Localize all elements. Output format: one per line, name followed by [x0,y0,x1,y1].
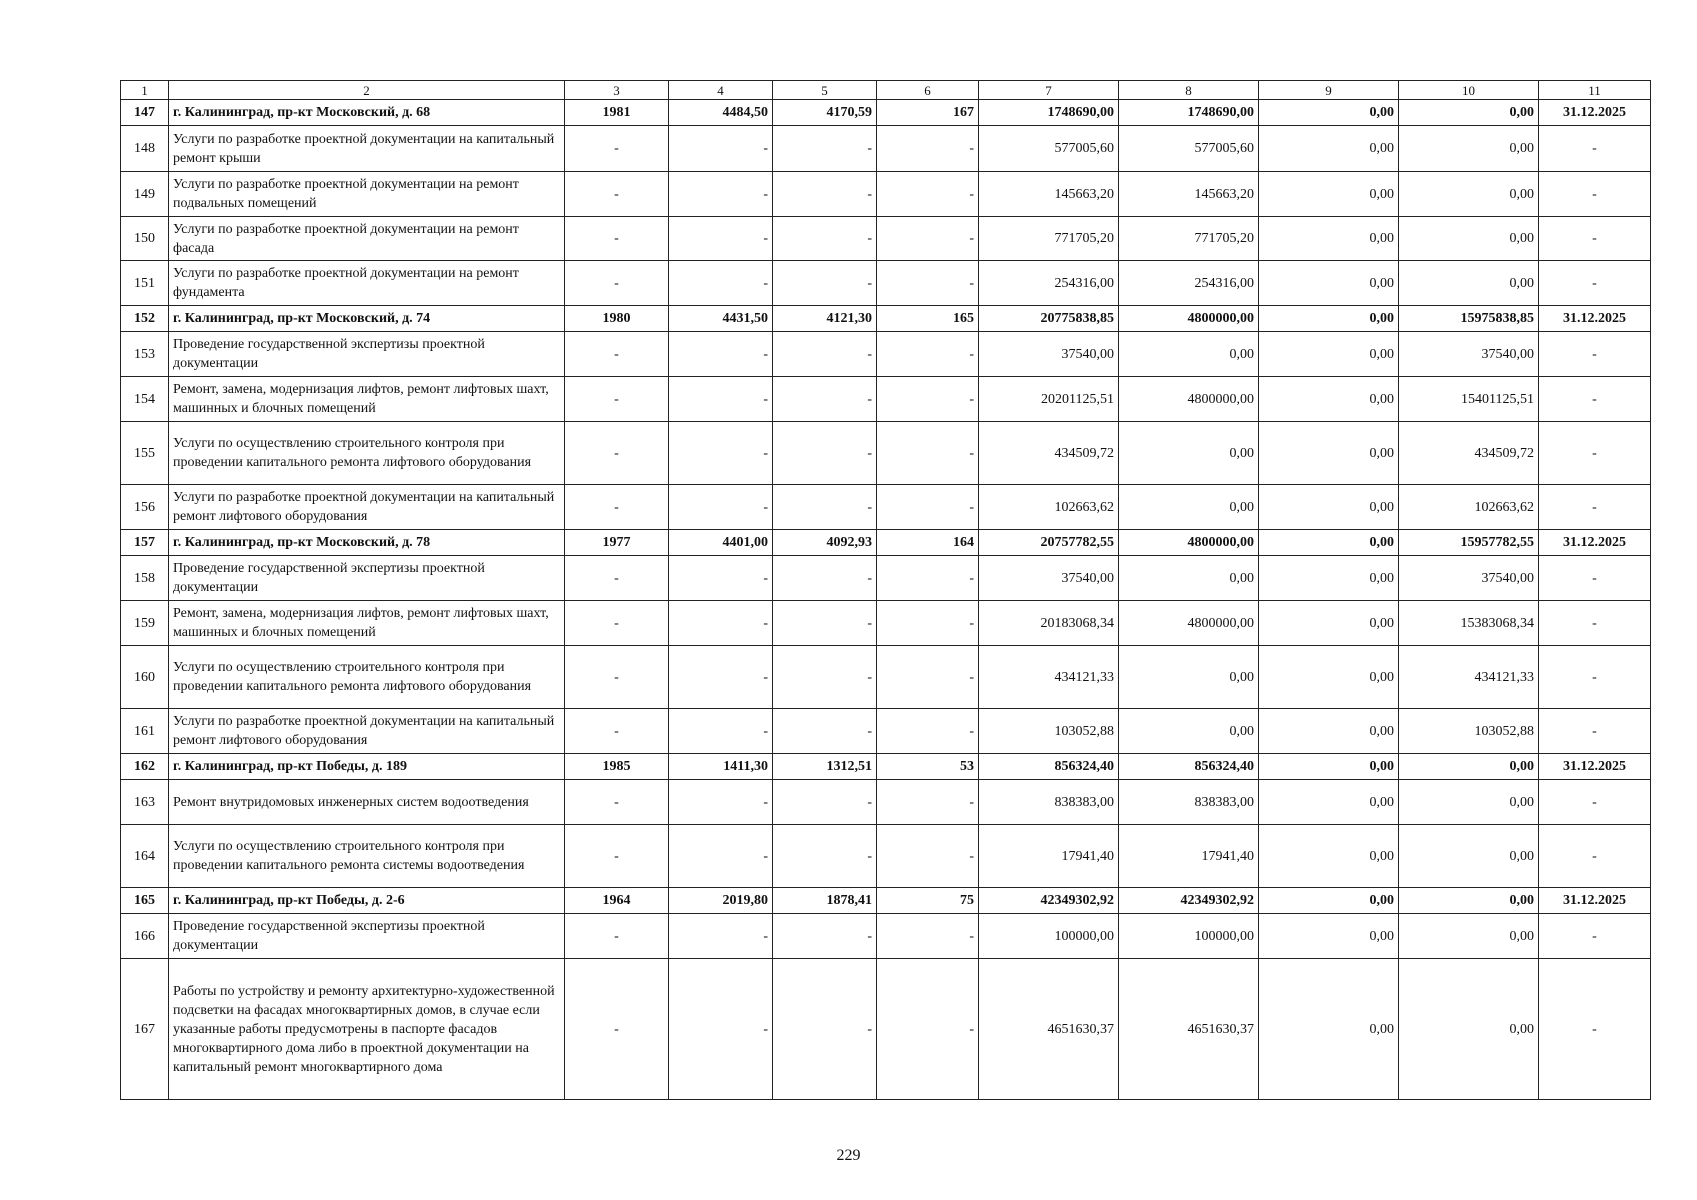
year-built-cell: - [565,217,669,261]
cost-column-8-cell: 838383,00 [1119,780,1259,825]
year-built-cell: - [565,261,669,306]
completion-date-cell: 31.12.2025 [1539,754,1651,780]
completion-date-cell: - [1539,646,1651,709]
total-cost-cell: 577005,60 [979,126,1119,172]
living-area-cell: 4121,30 [773,306,877,332]
living-area-cell: - [773,172,877,217]
object-name-cell: г. Калининград, пр-кт Победы, д. 2-6 [169,888,565,914]
cost-column-8-cell: 4800000,00 [1119,601,1259,646]
living-area-cell: - [773,126,877,172]
year-built-cell: - [565,825,669,888]
year-built-cell: 1985 [565,754,669,780]
total-area-cell: - [669,126,773,172]
row-number-cell: 155 [121,422,169,485]
completion-date-cell: - [1539,780,1651,825]
table-row-building [121,888,1651,914]
cost-column-8-cell: 254316,00 [1119,261,1259,306]
year-built-cell: - [565,601,669,646]
object-name-cell: Услуги по разработке проектной документации на капитальный ремонт лифтового оборудования [169,709,565,754]
row-number-cell: 154 [121,377,169,422]
cost-column-8-cell: 4800000,00 [1119,377,1259,422]
cost-column-10-cell: 15401125,51 [1399,377,1539,422]
residents-count-cell: 165 [877,306,979,332]
residents-count-cell: - [877,485,979,530]
table-row-work [121,601,1651,646]
cost-column-8-cell: 0,00 [1119,709,1259,754]
table-row-work [121,825,1651,888]
table-row-work [121,959,1651,1100]
cost-column-8-cell: 17941,40 [1119,825,1259,888]
cost-column-9-cell: 0,00 [1259,601,1399,646]
total-area-cell: - [669,556,773,601]
living-area-cell: - [773,261,877,306]
completion-date-cell: - [1539,332,1651,377]
residents-count-cell: - [877,914,979,959]
cost-column-10-cell: 37540,00 [1399,332,1539,377]
total-area-cell: 4484,50 [669,100,773,126]
object-name-cell: г. Калининград, пр-кт Московский, д. 68 [169,100,565,126]
total-area-cell: - [669,217,773,261]
completion-date-cell: - [1539,261,1651,306]
header-cell: 4 [669,81,773,100]
cost-column-9-cell: 0,00 [1259,126,1399,172]
total-area-cell: 4401,00 [669,530,773,556]
cost-column-9-cell: 0,00 [1259,172,1399,217]
cost-column-9-cell: 0,00 [1259,422,1399,485]
header-cell: 5 [773,81,877,100]
year-built-cell: - [565,172,669,217]
object-name-cell: Услуги по разработке проектной документации на ремонт фундамента [169,261,565,306]
row-number-cell: 151 [121,261,169,306]
table-row-building [121,100,1651,126]
completion-date-cell: 31.12.2025 [1539,306,1651,332]
total-area-cell: - [669,601,773,646]
cost-column-10-cell: 0,00 [1399,959,1539,1100]
table-row-work [121,646,1651,709]
cost-column-9-cell: 0,00 [1259,914,1399,959]
total-area-cell: 4431,50 [669,306,773,332]
row-number-cell: 162 [121,754,169,780]
residents-count-cell: - [877,172,979,217]
object-name-cell: Услуги по осуществлению строительного контроля при проведении капитального ремонта системы водоотведения [169,825,565,888]
row-number-cell: 166 [121,914,169,959]
row-number-cell: 150 [121,217,169,261]
cost-column-8-cell: 4651630,37 [1119,959,1259,1100]
year-built-cell: 1981 [565,100,669,126]
column-number-header [121,81,1651,100]
year-built-cell: 1980 [565,306,669,332]
header-cell: 8 [1119,81,1259,100]
cost-column-10-cell: 434121,33 [1399,646,1539,709]
completion-date-cell: - [1539,601,1651,646]
row-number-cell: 149 [121,172,169,217]
table-row-work [121,709,1651,754]
residents-count-cell: - [877,959,979,1100]
object-name-cell: Ремонт внутридомовых инженерных систем водоотведения [169,780,565,825]
total-cost-cell: 838383,00 [979,780,1119,825]
completion-date-cell: - [1539,959,1651,1100]
object-name-cell: Услуги по разработке проектной документации на ремонт подвальных помещений [169,172,565,217]
residents-count-cell: - [877,261,979,306]
row-number-cell: 167 [121,959,169,1100]
cost-column-10-cell: 0,00 [1399,914,1539,959]
table-row-work [121,217,1651,261]
row-number-cell: 148 [121,126,169,172]
total-cost-cell: 17941,40 [979,825,1119,888]
cost-column-10-cell: 0,00 [1399,126,1539,172]
object-name-cell: г. Калининград, пр-кт Победы, д. 189 [169,754,565,780]
cost-column-10-cell: 15383068,34 [1399,601,1539,646]
total-area-cell: - [669,825,773,888]
table-row-work [121,261,1651,306]
cost-column-8-cell: 771705,20 [1119,217,1259,261]
row-number-cell: 160 [121,646,169,709]
living-area-cell: 1878,41 [773,888,877,914]
completion-date-cell: - [1539,825,1651,888]
cost-column-10-cell: 0,00 [1399,825,1539,888]
completion-date-cell: 31.12.2025 [1539,100,1651,126]
residents-count-cell: 167 [877,100,979,126]
row-number-cell: 163 [121,780,169,825]
cost-column-10-cell: 102663,62 [1399,485,1539,530]
residents-count-cell: 53 [877,754,979,780]
residents-count-cell: - [877,126,979,172]
completion-date-cell: 31.12.2025 [1539,530,1651,556]
total-cost-cell: 771705,20 [979,217,1119,261]
year-built-cell: 1977 [565,530,669,556]
cost-column-9-cell: 0,00 [1259,485,1399,530]
total-cost-cell: 254316,00 [979,261,1119,306]
cost-column-9-cell: 0,00 [1259,332,1399,377]
row-number-cell: 165 [121,888,169,914]
row-number-cell: 158 [121,556,169,601]
row-number-cell: 159 [121,601,169,646]
living-area-cell: 4092,93 [773,530,877,556]
completion-date-cell: - [1539,556,1651,601]
object-name-cell: г. Калининград, пр-кт Московский, д. 78 [169,530,565,556]
cost-column-8-cell: 0,00 [1119,422,1259,485]
row-number-cell: 156 [121,485,169,530]
year-built-cell: - [565,914,669,959]
object-name-cell: Ремонт, замена, модернизация лифтов, ремонт лифтовых шахт, машинных и блочных помещений [169,377,565,422]
living-area-cell: - [773,959,877,1100]
header-cell: 9 [1259,81,1399,100]
cost-column-10-cell: 0,00 [1399,780,1539,825]
total-cost-cell: 434121,33 [979,646,1119,709]
living-area-cell: - [773,332,877,377]
cost-column-8-cell: 4800000,00 [1119,306,1259,332]
total-cost-cell: 4651630,37 [979,959,1119,1100]
cost-column-8-cell: 0,00 [1119,556,1259,601]
living-area-cell: - [773,422,877,485]
total-area-cell: - [669,646,773,709]
total-area-cell: - [669,332,773,377]
cost-column-8-cell: 0,00 [1119,332,1259,377]
cost-column-9-cell: 0,00 [1259,825,1399,888]
cost-column-9-cell: 0,00 [1259,959,1399,1100]
header-cell: 3 [565,81,669,100]
total-cost-cell: 20757782,55 [979,530,1119,556]
total-area-cell: - [669,422,773,485]
cost-column-10-cell: 434509,72 [1399,422,1539,485]
cost-column-9-cell: 0,00 [1259,306,1399,332]
object-name-cell: Проведение государственной экспертизы проектной документации [169,556,565,601]
object-name-cell: Услуги по разработке проектной документации на капитальный ремонт лифтового оборудования [169,485,565,530]
cost-column-10-cell: 0,00 [1399,100,1539,126]
residents-count-cell: - [877,556,979,601]
total-area-cell: - [669,780,773,825]
total-cost-cell: 20183068,34 [979,601,1119,646]
completion-date-cell: - [1539,709,1651,754]
residents-count-cell: - [877,646,979,709]
residents-count-cell: - [877,217,979,261]
cost-column-8-cell: 100000,00 [1119,914,1259,959]
year-built-cell: 1964 [565,888,669,914]
year-built-cell: - [565,332,669,377]
residents-count-cell: 164 [877,530,979,556]
row-number-cell: 152 [121,306,169,332]
year-built-cell: - [565,556,669,601]
year-built-cell: - [565,126,669,172]
table-row-work [121,126,1651,172]
object-name-cell: Работы по устройству и ремонту архитектурно-художественной подсветки на фасадах многоквартирных домов, в случае если указанные работы предусмотрены в паспорте фасадов многоквартирного дома либо в проектной документации на капитальный ремонт многоквартирного дома [169,959,565,1100]
cost-column-9-cell: 0,00 [1259,780,1399,825]
row-number-cell: 153 [121,332,169,377]
table-body [121,81,1651,1100]
total-area-cell: - [669,959,773,1100]
cost-column-9-cell: 0,00 [1259,377,1399,422]
total-area-cell: - [669,377,773,422]
year-built-cell: - [565,646,669,709]
total-area-cell: - [669,914,773,959]
living-area-cell: - [773,485,877,530]
cost-column-10-cell: 0,00 [1399,172,1539,217]
total-cost-cell: 434509,72 [979,422,1119,485]
header-cell: 2 [169,81,565,100]
completion-date-cell: 31.12.2025 [1539,888,1651,914]
cost-column-9-cell: 0,00 [1259,100,1399,126]
page-number: 229 [836,1147,861,1164]
year-built-cell: - [565,780,669,825]
total-cost-cell: 856324,40 [979,754,1119,780]
total-cost-cell: 37540,00 [979,332,1119,377]
cost-column-10-cell: 0,00 [1399,754,1539,780]
cost-column-9-cell: 0,00 [1259,556,1399,601]
table-row-work [121,422,1651,485]
table-row-work [121,485,1651,530]
table-row-work [121,377,1651,422]
object-name-cell: Проведение государственной экспертизы проектной документации [169,914,565,959]
row-number-cell: 147 [121,100,169,126]
cost-column-8-cell: 577005,60 [1119,126,1259,172]
cost-column-9-cell: 0,00 [1259,530,1399,556]
cost-column-9-cell: 0,00 [1259,646,1399,709]
total-area-cell: 1411,30 [669,754,773,780]
total-cost-cell: 42349302,92 [979,888,1119,914]
object-name-cell: г. Калининград, пр-кт Московский, д. 74 [169,306,565,332]
living-area-cell: - [773,914,877,959]
total-cost-cell: 20775838,85 [979,306,1119,332]
object-name-cell: Услуги по осуществлению строительного контроля при проведении капитального ремонта лифтового оборудования [169,422,565,485]
total-area-cell: - [669,485,773,530]
row-number-cell: 161 [121,709,169,754]
year-built-cell: - [565,709,669,754]
row-number-cell: 164 [121,825,169,888]
living-area-cell: - [773,825,877,888]
living-area-cell: - [773,556,877,601]
completion-date-cell: - [1539,422,1651,485]
year-built-cell: - [565,377,669,422]
residents-count-cell: - [877,780,979,825]
completion-date-cell: - [1539,377,1651,422]
capital-repair-table [120,80,1651,1100]
cost-column-9-cell: 0,00 [1259,888,1399,914]
total-area-cell: - [669,261,773,306]
cost-column-8-cell: 0,00 [1119,646,1259,709]
table-row-work [121,556,1651,601]
object-name-cell: Проведение государственной экспертизы проектной документации [169,332,565,377]
header-cell: 7 [979,81,1119,100]
cost-column-9-cell: 0,00 [1259,709,1399,754]
year-built-cell: - [565,485,669,530]
table-row-work [121,172,1651,217]
residents-count-cell: - [877,332,979,377]
cost-column-10-cell: 0,00 [1399,888,1539,914]
total-cost-cell: 102663,62 [979,485,1119,530]
total-area-cell: 2019,80 [669,888,773,914]
cost-column-10-cell: 15975838,85 [1399,306,1539,332]
residents-count-cell: 75 [877,888,979,914]
total-area-cell: - [669,172,773,217]
total-cost-cell: 145663,20 [979,172,1119,217]
row-number-cell: 157 [121,530,169,556]
cost-column-8-cell: 4800000,00 [1119,530,1259,556]
header-cell: 6 [877,81,979,100]
table-row-work [121,780,1651,825]
residents-count-cell: - [877,709,979,754]
cost-column-10-cell: 37540,00 [1399,556,1539,601]
living-area-cell: - [773,780,877,825]
cost-column-8-cell: 1748690,00 [1119,100,1259,126]
table-row-building [121,754,1651,780]
living-area-cell: 1312,51 [773,754,877,780]
total-cost-cell: 37540,00 [979,556,1119,601]
completion-date-cell: - [1539,217,1651,261]
cost-column-9-cell: 0,00 [1259,261,1399,306]
living-area-cell: - [773,377,877,422]
residents-count-cell: - [877,377,979,422]
object-name-cell: Ремонт, замена, модернизация лифтов, ремонт лифтовых шахт, машинных и блочных помещений [169,601,565,646]
table-row-work [121,332,1651,377]
living-area-cell: - [773,601,877,646]
living-area-cell: 4170,59 [773,100,877,126]
total-cost-cell: 1748690,00 [979,100,1119,126]
living-area-cell: - [773,646,877,709]
table-row-building [121,306,1651,332]
completion-date-cell: - [1539,172,1651,217]
header-cell: 1 [121,81,169,100]
cost-column-9-cell: 0,00 [1259,217,1399,261]
year-built-cell: - [565,959,669,1100]
cost-column-9-cell: 0,00 [1259,754,1399,780]
residents-count-cell: - [877,422,979,485]
cost-column-8-cell: 856324,40 [1119,754,1259,780]
completion-date-cell: - [1539,914,1651,959]
residents-count-cell: - [877,825,979,888]
cost-column-10-cell: 0,00 [1399,217,1539,261]
completion-date-cell: - [1539,485,1651,530]
total-area-cell: - [669,709,773,754]
object-name-cell: Услуги по разработке проектной документации на ремонт фасада [169,217,565,261]
table-row-work [121,914,1651,959]
object-name-cell: Услуги по осуществлению строительного контроля при проведении капитального ремонта лифтового оборудования [169,646,565,709]
residents-count-cell: - [877,601,979,646]
table-row-building [121,530,1651,556]
total-cost-cell: 100000,00 [979,914,1119,959]
cost-column-8-cell: 0,00 [1119,485,1259,530]
header-cell: 11 [1539,81,1651,100]
total-cost-cell: 20201125,51 [979,377,1119,422]
completion-date-cell: - [1539,126,1651,172]
cost-column-10-cell: 15957782,55 [1399,530,1539,556]
cost-column-8-cell: 145663,20 [1119,172,1259,217]
living-area-cell: - [773,217,877,261]
living-area-cell: - [773,709,877,754]
total-cost-cell: 103052,88 [979,709,1119,754]
cost-column-8-cell: 42349302,92 [1119,888,1259,914]
header-cell: 10 [1399,81,1539,100]
year-built-cell: - [565,422,669,485]
cost-column-10-cell: 103052,88 [1399,709,1539,754]
cost-column-10-cell: 0,00 [1399,261,1539,306]
object-name-cell: Услуги по разработке проектной документации на капитальный ремонт крыши [169,126,565,172]
